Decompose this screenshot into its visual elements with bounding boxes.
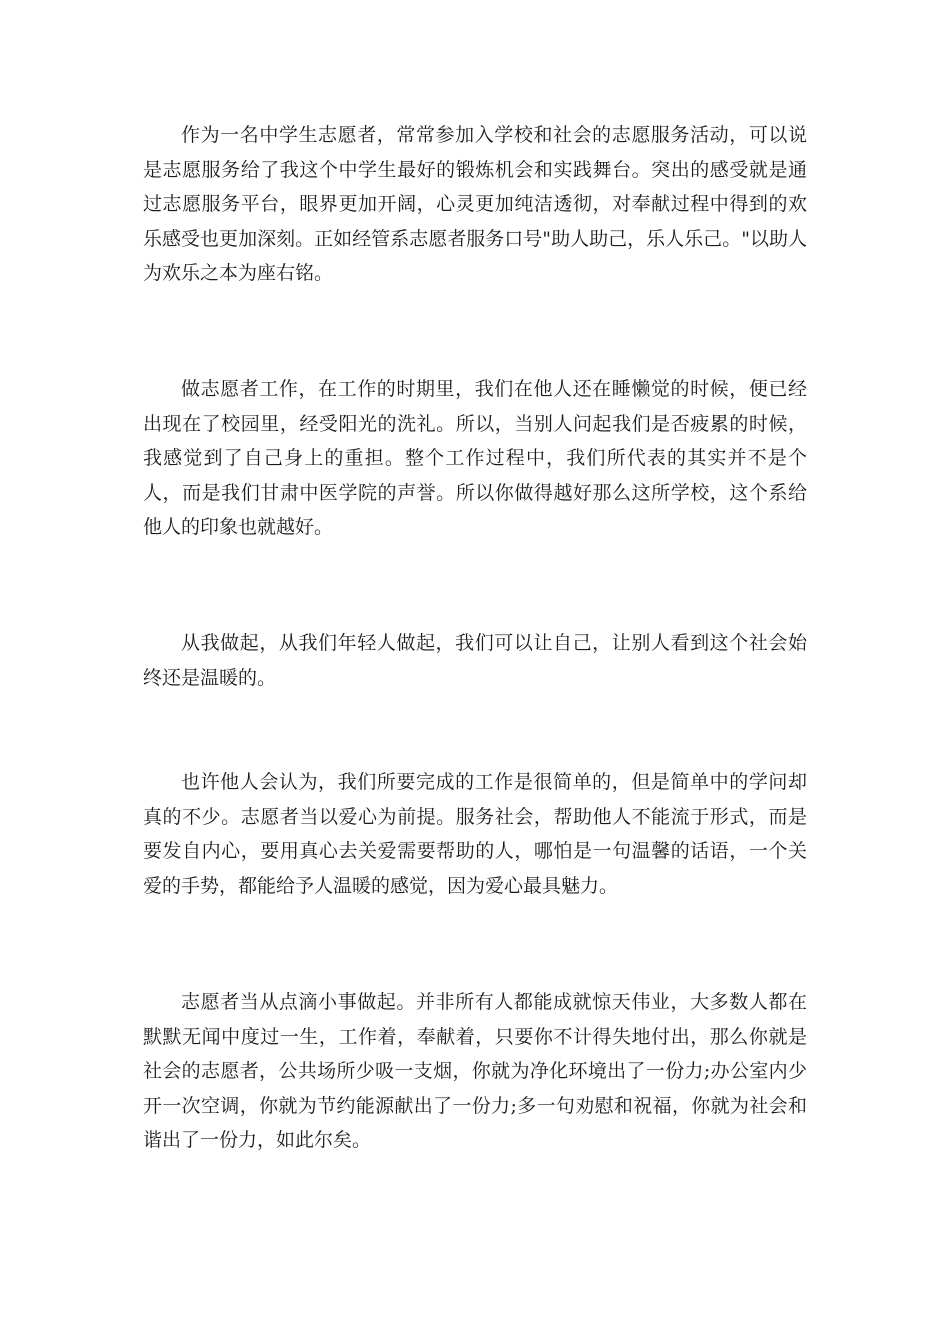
paragraph-4: 也许他人会认为，我们所要完成的工作是很简单的，但是简单中的学问却真的不少。志愿者当以爱心为前提。服务社会，帮助他人不能流于形式，而是要发自内心，要用真心去关爱需要帮助的人，哪怕是一句温馨的话语，一个关爱的手势，都能给予人温暖的感觉，因为爱心最具魅力。 — [143, 771, 807, 897]
paragraph-5: 志愿者当从点滴小事做起。并非所有人都能成就惊天伟业，大多数人都在默默无闻中度过一生，工作着，奉献着，只要你不计得失地付出，那么你就是社会的志愿者，公共场所少吸一支烟，你就为净化环境出了一份力;办公室内少开一次空调，你就为节约能源献出了一份力;多一句劝慰和祝福，你就为社会和谐出了一份力，如此尔矣。 — [143, 991, 807, 1151]
paragraph-2: 做志愿者工作，在工作的时期里，我们在他人还在睡懒觉的时候，便已经出现在了校园里，经受阳光的洗礼。所以，当别人问起我们是否疲累的时候，我感觉到了自己身上的重担。整个工作过程中，我们所代表的其实并不是个人，而是我们甘肃中医学院的声誉。所以你做得越好那么这所学校，这个系给他人的印象也就越好。 — [143, 378, 807, 538]
paragraph-3: 从我做起，从我们年轻人做起，我们可以让自己，让别人看到这个社会始终还是温暖的。 — [143, 632, 807, 689]
paragraph-1: 作为一名中学生志愿者，常常参加入学校和社会的志愿服务活动，可以说是志愿服务给了我这个中学生最好的锻炼机会和实践舞台。突出的感受就是通过志愿服务平台，眼界更加开阔，心灵更加纯洁透彻，对奉献过程中得到的欢乐感受也更加深刻。正如经管系志愿者服务口号"助人助己，乐人乐己。"以助人为欢乐之本为座右铭。 — [143, 124, 807, 284]
